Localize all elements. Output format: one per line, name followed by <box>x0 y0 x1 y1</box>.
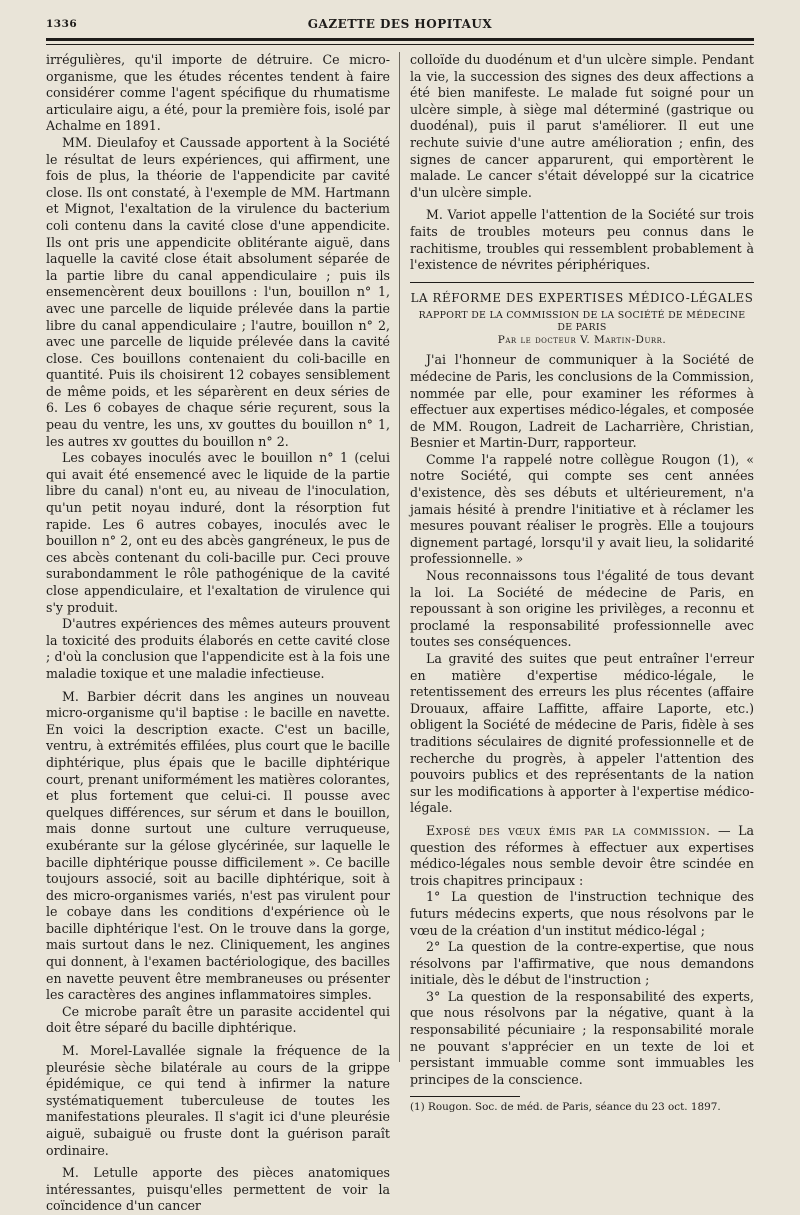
page-number: 1336 <box>46 18 78 30</box>
paragraph <box>410 823 754 889</box>
subheading: Exposé des vœux émis par la commission. <box>426 822 711 838</box>
paragraph: 3° La question de la responsabilité des experts, que nous résolvons par la négative, quant à la responsabilité pécuniaire ; la responsabilité morale ne pouvant s'apprécier en un texte de loi et persistant immuable comme sont immuables les principes de la conscience. <box>410 988 754 1087</box>
paragraph: Nous reconnaissons tous l'égalité de tous devant la loi. La Société de médecine de Paris, en repoussant à son origine les privilèges, a reconnu et proclamé la responsabilité professionnelle avec toutes ses conséquences. <box>410 568 754 650</box>
paragraph: MM. Dieulafoy et Caussade apportent à la Société le résultat de leurs expériences, qui affirment, une fois de plus, la théorie de l'appendicite par cavité close. Ils ont constaté, à l'exemple de MM. Hartmann et Mignot, l'exaltation de la virulence du bacterium coli contenu dans la cavité close d'une appendicite. Ils ont pris une appendicite oblitérante aiguë, dans laquelle la cavité close était absolument séparée de la partie libre du canal appendiculaire ; puis ils ensemencèrent deux bouillons : l'un, bouillon n° 1, avec une parcelle de liquide prélevée dans la partie libre du canal appendiculaire ; l'autre, bouillon n° 2, avec une parcelle de liquide prélevée dans la cavité close. Ces bouillons contenaient du coli-bacille en quantité. Puis ils choisirent 12 cobayes sensiblement de même poids, et les séparèrent en deux séries de 6. Les 6 cobayes de chaque série reçurent, sous la peau du ventre, les uns, xv gouttes du bouillon n° 1, les autres xv gouttes du bouillon n° 2. <box>46 134 390 449</box>
report-heading <box>410 310 754 346</box>
journal-title: GAZETTE DES HOPITAUX <box>307 17 493 31</box>
left-column <box>46 52 390 1215</box>
right-column <box>410 52 754 1114</box>
header-rule-thin <box>46 44 754 45</box>
paragraph: Comme l'a rappelé notre collègue Rougon (1), « notre Société, qui compte ses cent années d'existence, dès ses débuts et ultérieurement, n'a jamais hésité à prendre l'initiative et à réclamer les mesures pouvant réaliser le progrès. Elle a toujours dignement partagé, lorsqu'il y avait lieu, la solidarité professionnelle. » <box>410 451 754 567</box>
report-title: RAPPORT DE LA COMMISSION DE LA SOCIÉTÉ DE MÉDECINE DE PARIS <box>418 310 746 334</box>
paragraph: Ce microbe paraît être un parasite accidentel qui doit être séparé du bacille diphtérique. <box>46 1003 390 1036</box>
paragraph: Les cobayes inoculés avec le bouillon n° 1 (celui qui avait été ensemencé avec le liquide de la partie libre du canal) n'ont eu, au niveau de l'inoculation, qu'un petit noyau induré, dont la résorption fut rapide. Les 6 autres cobayes, inoculés avec le bouillon n° 2, ont eu des abcès gangréneux, le pus de ces abcès contenant du coli-bacille pur. Ceci prouve surabondamment le rôle pathogénique de la cavité close appendiculaire, et l'exaltation de virulence qui s'y produit. <box>46 450 390 615</box>
paragraph: M. Letulle apporte des pièces anatomiques intéressantes, puisqu'elles permettent de voir la coïncidence d'un cancer <box>46 1165 390 1214</box>
paragraph: M. Variot appelle l'attention de la Société sur trois faits de troubles moteurs peu connus dans le rachitisme, troubles qui ressemblent probablement à l'existence de névrites périphériques. <box>410 207 754 273</box>
running-head <box>42 14 758 34</box>
paragraph: 1° La question de l'instruction technique des futurs médecins experts, que nous résolvons par le vœu de la création d'un institut médico-légal ; <box>410 889 754 938</box>
paragraph: La gravité des suites que peut entraîner l'erreur en matière d'expertise médico-légale, le retentissement des erreurs les plus récentes (affaire Drouaux, affaire Laffitte, affaire Laporte, etc.) obligent la Société de médecine de Paris, fidèle à ses traditions séculaires de dignité professionnelle et de recherche du progrès, à appeler l'attention des pouvoirs publics et des représentants de la nation sur les modifications à apporter à l'expertise médico-légale. <box>410 651 754 816</box>
paragraph: 2° La question de la contre-expertise, que nous résolvons par l'affirmative, que nous demandons initiale, dès le début de l'instruction ; <box>410 939 754 988</box>
paragraph: M. Barbier décrit dans les angines un nouveau micro-organisme qu'il baptise : le bacille en navette. En voici la description exacte. C'est un bacille, ventru, à extrémités effilées, plus court que le bacille diphtérique, plus épais que le bacille diphtérique court, prenant uniformément les matières colorantes, et plus fortement que celui-ci. Il pousse avec quelques différences, sur sérum et dans le bouillon, mais donne surtout une culture verruqueuse, exubérante sur la gélose glycérinée, sur laquelle le bacille diphtérique pousse difficilement ». Ce bacille toujours associé, soit au bacille diphtérique, soit à des micro-organismes variés, n'est pas virulent pour le cobaye dans les conditions d'expérience où le bacille diphtérique l'est. On le trouve dans la gorge, mais surtout dans le nez. Cliniquement, les angines qui donnent, à l'examen bactériologique, des bacilles en navette peuvent être membraneuses ou présenter les caractères des angines inflammatoires simples. <box>46 688 390 1003</box>
paragraph-text: — La question des réformes à effectuer aux expertises médico-légales nous semble devoir être scindée en trois chapitres principaux : <box>410 822 754 888</box>
report-author: Par le docteur V. Martin-Durr. <box>497 334 667 347</box>
footnote-rule <box>410 1096 520 1097</box>
footnote: (1) Rougon. Soc. de méd. de Paris, séance du 23 oct. 1897. <box>410 1101 721 1114</box>
paragraph: J'ai l'honneur de communiquer à la Société de médecine de Paris, les conclusions de la Commission, nommée par elle, pour examiner les réformes à effectuer aux expertises médico-légales, et composée de MM. Rougon, Ladreit de Lacharrière, Christian, Besnier et Martin-Durr, rapporteur. <box>410 352 754 451</box>
paragraph: M. Morel-Lavallée signale la fréquence de la pleurésie sèche bilatérale au cours de la grippe épidémique, ce qui tend à infirmer la nature systématiquement tuberculeuse de toutes les manifestations pleurales. Il s'agit ici d'une pleurésie aiguë, subaiguë ou fruste dont la guérison paraît ordinaire. <box>46 1043 390 1158</box>
paragraph: D'autres expériences des mêmes auteurs prouvent la toxicité des produits élaborés en cette cavité close ; d'où la conclusion que l'appendicite est à la fois une maladie toxique et une maladie infectieuse. <box>46 616 390 681</box>
header-rule-thick <box>46 38 754 41</box>
column-divider <box>399 52 400 1062</box>
paragraph: irrégulières, qu'il importe de détruire. Ce micro-organisme, que les études récentes tendent à faire considérer comme l'agent spécifique du rhumatisme articulaire aigu, a été, pour la première fois, isolé par Achalme en 1891. <box>46 52 390 134</box>
paragraph: colloïde du duodénum et d'un ulcère simple. Pendant la vie, la succession des signes des deux affections a été bien manifeste. Le malade fut soigné pour un ulcère simple, à siège mal déterminé (gastrique ou duodénal), puis il parut s'améliorer. Il eut une rechute suivie d'une autre amélioration ; enfin, des signes de cancer apparurent, qui emportèrent le malade. Le cancer s'était développé sur la cicatrice d'un ulcère simple. <box>410 52 754 200</box>
section-title: LA RÉFORME DES EXPERTISES MÉDICO-LÉGALES <box>410 282 754 307</box>
